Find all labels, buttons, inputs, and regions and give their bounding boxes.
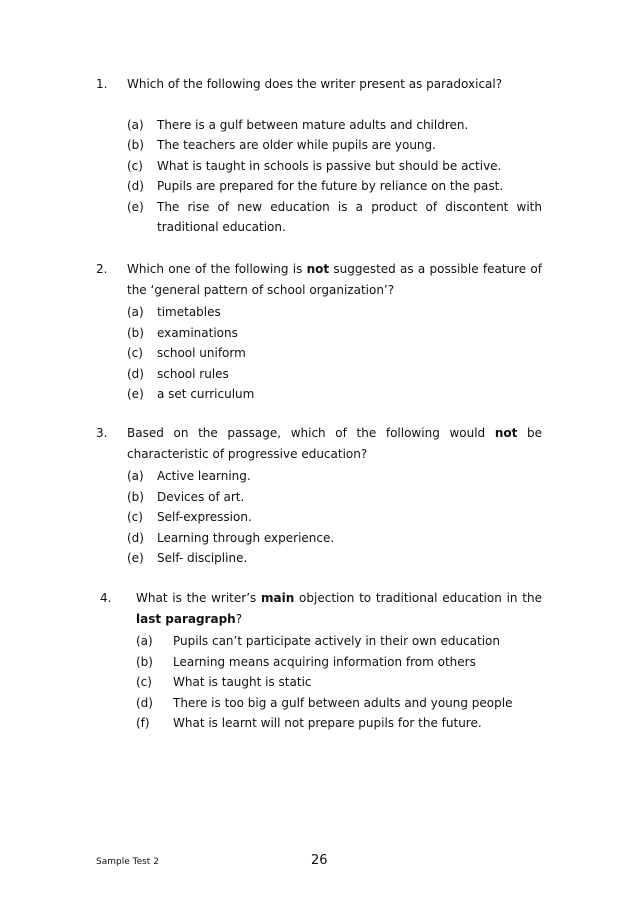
option-label: (b) <box>136 654 153 669</box>
footer-label: Sample Test 2 <box>96 857 159 867</box>
option-label: (c) <box>127 510 143 524</box>
option-text: The rise of new education is a product of discontent with traditional education. <box>157 199 542 234</box>
option-a <box>127 302 542 323</box>
question-stem <box>136 588 542 629</box>
option-c <box>127 343 542 364</box>
question-stem: Which of the following does the writer present as paradoxical? <box>127 77 503 91</box>
option-text: There is a gulf between mature adults and children. <box>157 117 469 132</box>
option-c <box>127 507 542 528</box>
option-text: Learning through experience. <box>157 530 335 545</box>
option-text: Pupils can’t participate actively in their own education <box>173 634 500 648</box>
option-label: (c) <box>127 346 143 360</box>
option-label: (a) <box>136 634 153 648</box>
stem-part: be characteristic of progressive education? <box>127 426 542 461</box>
option-label: (b) <box>127 325 144 340</box>
option-d <box>127 528 542 549</box>
option-b <box>127 323 542 344</box>
option-label: (a) <box>127 117 144 132</box>
option-d <box>127 176 542 197</box>
option-text: What is taught in schools is passive but should be active. <box>157 158 502 173</box>
option-text: examinations <box>157 325 238 340</box>
question-2 <box>96 259 542 405</box>
question-number: 3. <box>96 426 108 440</box>
question-1 <box>96 74 542 238</box>
option-f <box>136 713 542 734</box>
question-3 <box>96 423 542 569</box>
option-e <box>127 384 542 405</box>
option-label: (a) <box>127 305 144 319</box>
option-label: (a) <box>127 469 144 483</box>
option-label: (d) <box>136 695 153 710</box>
option-text: What is taught is static <box>173 675 312 689</box>
option-d <box>136 693 542 714</box>
option-text: Devices of art. <box>157 489 245 504</box>
option-label: (d) <box>127 366 144 381</box>
option-list <box>127 466 542 569</box>
option-text: There is too big a gulf between adults and young people <box>173 695 513 710</box>
option-a <box>127 466 542 487</box>
option-b <box>127 135 542 156</box>
option-c <box>136 672 542 693</box>
stem-part: Which one of the following is <box>127 262 307 276</box>
option-label: (e) <box>127 199 144 214</box>
question-4 <box>96 588 542 734</box>
option-text: Self- discipline. <box>157 551 248 565</box>
option-e <box>127 197 542 238</box>
option-e <box>127 548 542 569</box>
option-b <box>127 487 542 508</box>
question-number: 2. <box>96 262 108 276</box>
stem-part: Based on the passage, which of the following would <box>127 426 495 440</box>
option-label: (f) <box>136 716 150 730</box>
option-d <box>127 364 542 385</box>
option-label: (e) <box>127 551 144 565</box>
option-label: (d) <box>127 530 144 545</box>
option-list <box>127 115 542 238</box>
option-text: timetables <box>157 305 221 319</box>
option-list <box>136 631 542 734</box>
question-stem <box>127 259 542 300</box>
option-list <box>127 302 542 405</box>
option-text: Active learning. <box>157 469 251 483</box>
question-number: 1. <box>96 77 108 91</box>
option-b <box>136 652 542 673</box>
stem-emphasis: not <box>494 426 518 440</box>
stem-emphasis: not <box>306 262 330 276</box>
option-label: (b) <box>127 489 144 504</box>
option-label: (d) <box>127 179 144 193</box>
stem-part: What is the writer’s <box>136 591 262 605</box>
stem-part: ? <box>235 611 243 626</box>
option-text: Pupils are prepared for the future by reliance on the past. <box>157 179 504 193</box>
option-label: (c) <box>136 675 152 689</box>
option-text: What is learnt will not prepare pupils for the future. <box>173 716 482 730</box>
stem-emphasis: last paragraph <box>136 611 236 626</box>
option-a <box>127 115 542 136</box>
stem-part: suggested as a possible feature of the ‘general pattern of school organization’? <box>127 262 542 297</box>
question-number: 4. <box>100 591 112 605</box>
option-text: Learning means acquiring information from others <box>173 654 476 669</box>
option-text: school uniform <box>157 346 246 360</box>
option-a <box>136 631 542 652</box>
stem-part: objection to traditional education in the <box>294 591 542 605</box>
option-label: (b) <box>127 138 144 152</box>
page-number: 26 <box>311 853 328 868</box>
option-label: (e) <box>127 387 144 401</box>
option-text: school rules <box>157 366 229 381</box>
option-text: a set curriculum <box>157 387 255 401</box>
option-text: The teachers are older while pupils are young. <box>157 138 436 152</box>
question-stem <box>127 423 542 464</box>
stem-emphasis: main <box>261 591 295 605</box>
option-c <box>127 156 542 177</box>
option-label: (c) <box>127 158 143 173</box>
option-text: Self-expression. <box>157 510 252 524</box>
